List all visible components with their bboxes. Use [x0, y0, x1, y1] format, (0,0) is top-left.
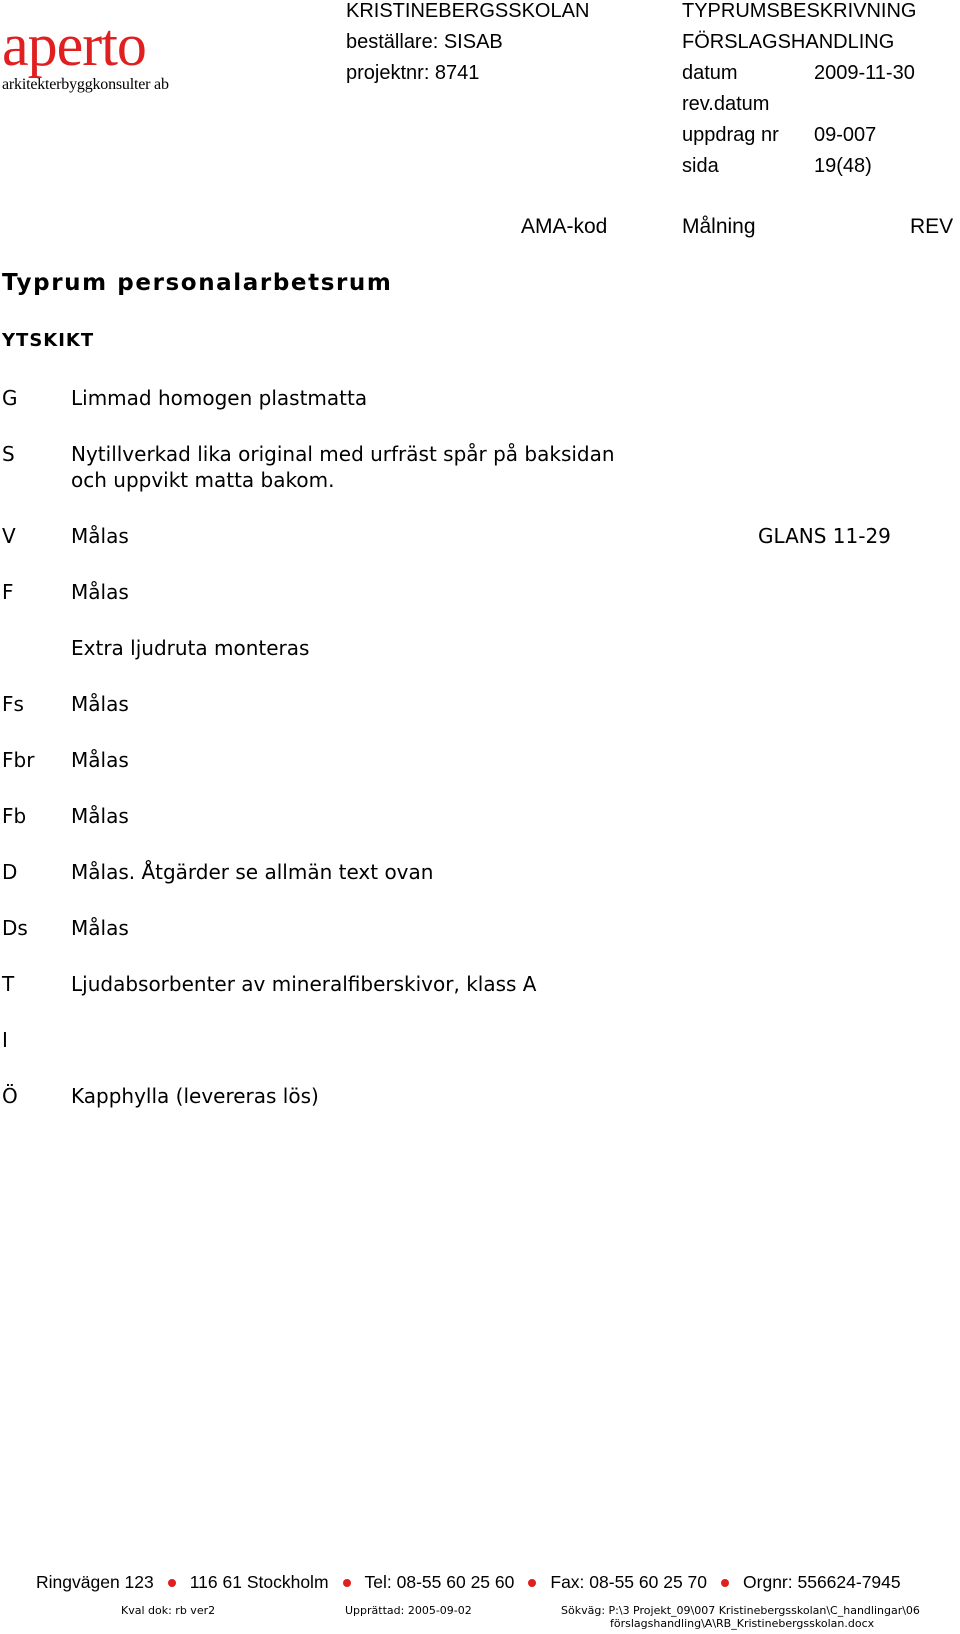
surface-code: G [2, 386, 18, 410]
document-type: TYPRUMSBESKRIVNING [682, 0, 917, 22]
footer-path-line2: förslagshandling\A\RB_Kristinebergsskolan.docx [610, 1617, 875, 1630]
footer-path-line1: Sökväg: P:\3 Projekt_09\007 Kristinebergsskolan\C_handlingar\06 [561, 1604, 920, 1617]
meta-key: datum [682, 62, 738, 84]
column-ama-code: AMA-kod [521, 215, 608, 238]
surface-description: Nytillverkad lika original med urfräst spår på baksidan och uppvikt matta bakom. [71, 442, 615, 492]
surface-description: Målas [71, 580, 129, 604]
surface-code: V [2, 524, 16, 548]
meta-value: 19(48) [814, 155, 872, 177]
surface-code: Ds [2, 916, 28, 940]
surface-description: Målas [71, 916, 129, 940]
surface-description: Målas [71, 692, 129, 716]
meta-page [682, 151, 916, 182]
footer-street: Ringvägen 123 [36, 1572, 154, 1592]
project-number: projektnr: 8741 [346, 62, 480, 84]
surface-description: Ljudabsorbenter av mineralfiberskivor, klass A [71, 972, 537, 996]
surface-code: Fb [2, 804, 27, 828]
surface-description: Kapphylla (levereras lös) [71, 1084, 319, 1108]
surface-description: Målas. Åtgärder se allmän text ovan [71, 860, 434, 884]
footer-phone: Tel: 08-55 60 25 60 [364, 1572, 515, 1592]
meta-value: 2009-11-30 [814, 62, 915, 84]
column-painting: Målning [682, 215, 756, 238]
meta-date [682, 58, 916, 89]
meta-value: 09-007 [814, 124, 877, 146]
logo-tagline: arkitekterbyggkonsulter ab [2, 76, 169, 93]
header-project-info [346, 0, 589, 89]
bullet-dot-icon [528, 1579, 536, 1587]
logo-wordmark: aperto [2, 12, 146, 78]
surface-description: Limmad homogen plastmatta [71, 386, 368, 410]
bullet-dot-icon [168, 1579, 176, 1587]
page-title: Typrum personalarbetsrum [2, 270, 393, 296]
surface-code: I [2, 1028, 8, 1052]
footer-postal: 116 61 Stockholm [189, 1572, 329, 1592]
footer-orgnr: Orgnr: 556624-7945 [743, 1572, 901, 1592]
section-heading: YTSKIKT [2, 330, 95, 351]
bullet-dot-icon [343, 1579, 351, 1587]
surface-note: GLANS 11-29 [758, 524, 891, 548]
footer-fax: Fax: 08-55 60 25 70 [550, 1572, 708, 1592]
footer-quality-doc: Kval dok: rb ver2 [121, 1604, 216, 1617]
column-rev: REV [910, 215, 954, 238]
bullet-dot-icon [721, 1579, 729, 1587]
client-name: beställare: SISAB [346, 31, 503, 53]
meta-key: uppdrag nr [682, 124, 779, 146]
footer-address [36, 1572, 901, 1593]
surface-code: F [2, 580, 14, 604]
meta-assignment [682, 120, 916, 151]
footer-created: Upprättad: 2005-09-02 [345, 1604, 472, 1617]
surface-description: Målas [71, 524, 129, 548]
school-name: KRISTINEBERGSSKOLAN [346, 0, 590, 22]
meta-key: rev.datum [682, 93, 770, 115]
document-phase: FÖRSLAGSHANDLING [682, 31, 895, 53]
surface-description: Målas [71, 748, 129, 772]
meta-rev-date [682, 89, 916, 120]
surface-code: T [2, 972, 15, 996]
surface-code: S [2, 442, 15, 466]
surface-code: Fbr [2, 748, 35, 772]
surface-code: Ö [2, 1084, 18, 1108]
surface-description: Målas [71, 804, 129, 828]
company-logo [2, 14, 169, 94]
surface-code: Fs [2, 692, 24, 716]
surface-description: Extra ljudruta monteras [71, 636, 310, 660]
header-document-info [682, 0, 916, 182]
meta-key: sida [682, 155, 719, 177]
surface-code: D [2, 860, 18, 884]
